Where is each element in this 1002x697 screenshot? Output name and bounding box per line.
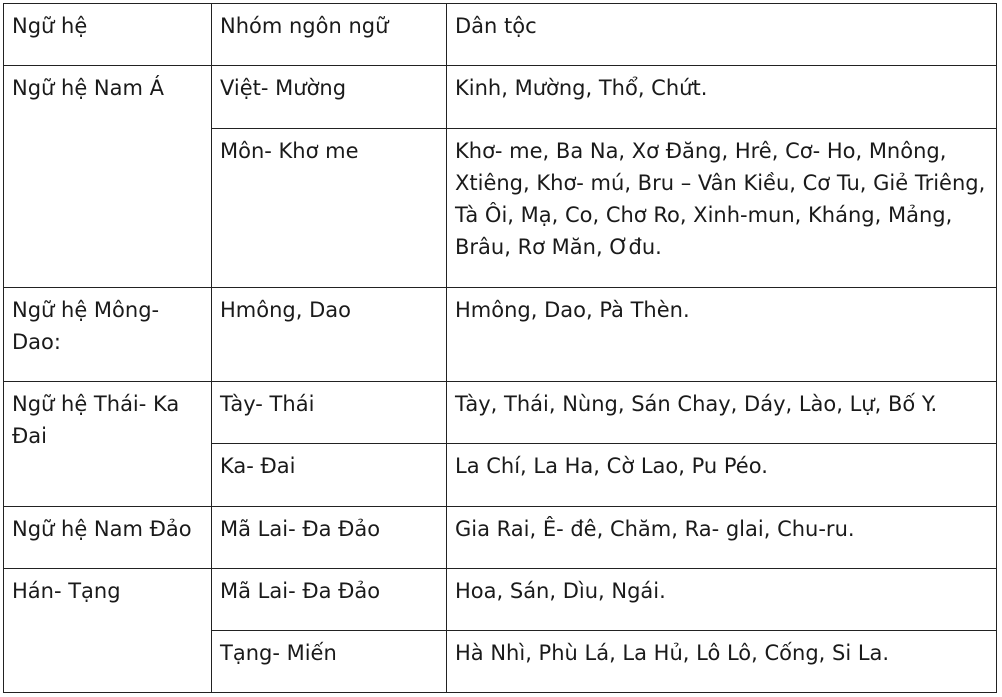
family-cell: Hán- Tạng <box>4 569 212 693</box>
peoples-cell: Hà Nhì, Phù Lá, La Hủ, Lô Lô, Cống, Si La. <box>447 631 997 693</box>
language-family-table <box>3 3 997 693</box>
table-row <box>4 507 997 569</box>
table-row <box>4 569 997 631</box>
peoples-cell: Tày, Thái, Nùng, Sán Chay, Dáy, Lào, Lự, Bố Y. <box>447 382 997 444</box>
group-cell: Tày- Thái <box>212 382 447 444</box>
group-cell: Việt- Mường <box>212 66 447 129</box>
family-cell: Ngữ hệ Mông-Dao: <box>4 288 212 382</box>
group-cell: Mã Lai- Đa Đảo <box>212 569 447 631</box>
peoples-cell: Gia Rai, Ê- đê, Chăm, Ra- glai, Chu-ru. <box>447 507 997 569</box>
header-language-family: Ngữ hệ <box>4 4 212 66</box>
header-language-group: Nhóm ngôn ngữ <box>212 4 447 66</box>
group-cell: Mã Lai- Đa Đảo <box>212 507 447 569</box>
family-cell: Ngữ hệ Nam Đảo <box>4 507 212 569</box>
peoples-cell: Hoa, Sán, Dìu, Ngái. <box>447 569 997 631</box>
group-cell: Môn- Khơ me <box>212 129 447 288</box>
table-header-row <box>4 4 997 66</box>
peoples-cell: La Chí, La Ha, Cờ Lao, Pu Péo. <box>447 444 997 507</box>
table-row <box>4 382 997 444</box>
peoples-cell: Khơ- me, Ba Na, Xơ Đăng, Hrê, Cơ- Ho, Mnông, Xtiêng, Khơ- mú, Bru – Vân Kiều, Cơ Tu, Giẻ Triêng, Tà Ôi, Mạ, Co, Chơ Ro, Xinh-mun, Kháng, Mảng, Brâu, Rơ Măn, Ơđu. <box>447 129 997 288</box>
family-cell: Ngữ hệ Thái- Ka Đai <box>4 382 212 507</box>
table-row <box>4 66 997 129</box>
peoples-cell: Kinh, Mường, Thổ, Chứt. <box>447 66 997 129</box>
group-cell: Ka- Đai <box>212 444 447 507</box>
family-cell: Ngữ hệ Nam Á <box>4 66 212 288</box>
peoples-cell: Hmông, Dao, Pà Thèn. <box>447 288 997 382</box>
header-ethnic-groups: Dân tộc <box>447 4 997 66</box>
group-cell: Hmông, Dao <box>212 288 447 382</box>
group-cell: Tạng- Miến <box>212 631 447 693</box>
table-row <box>4 288 997 382</box>
